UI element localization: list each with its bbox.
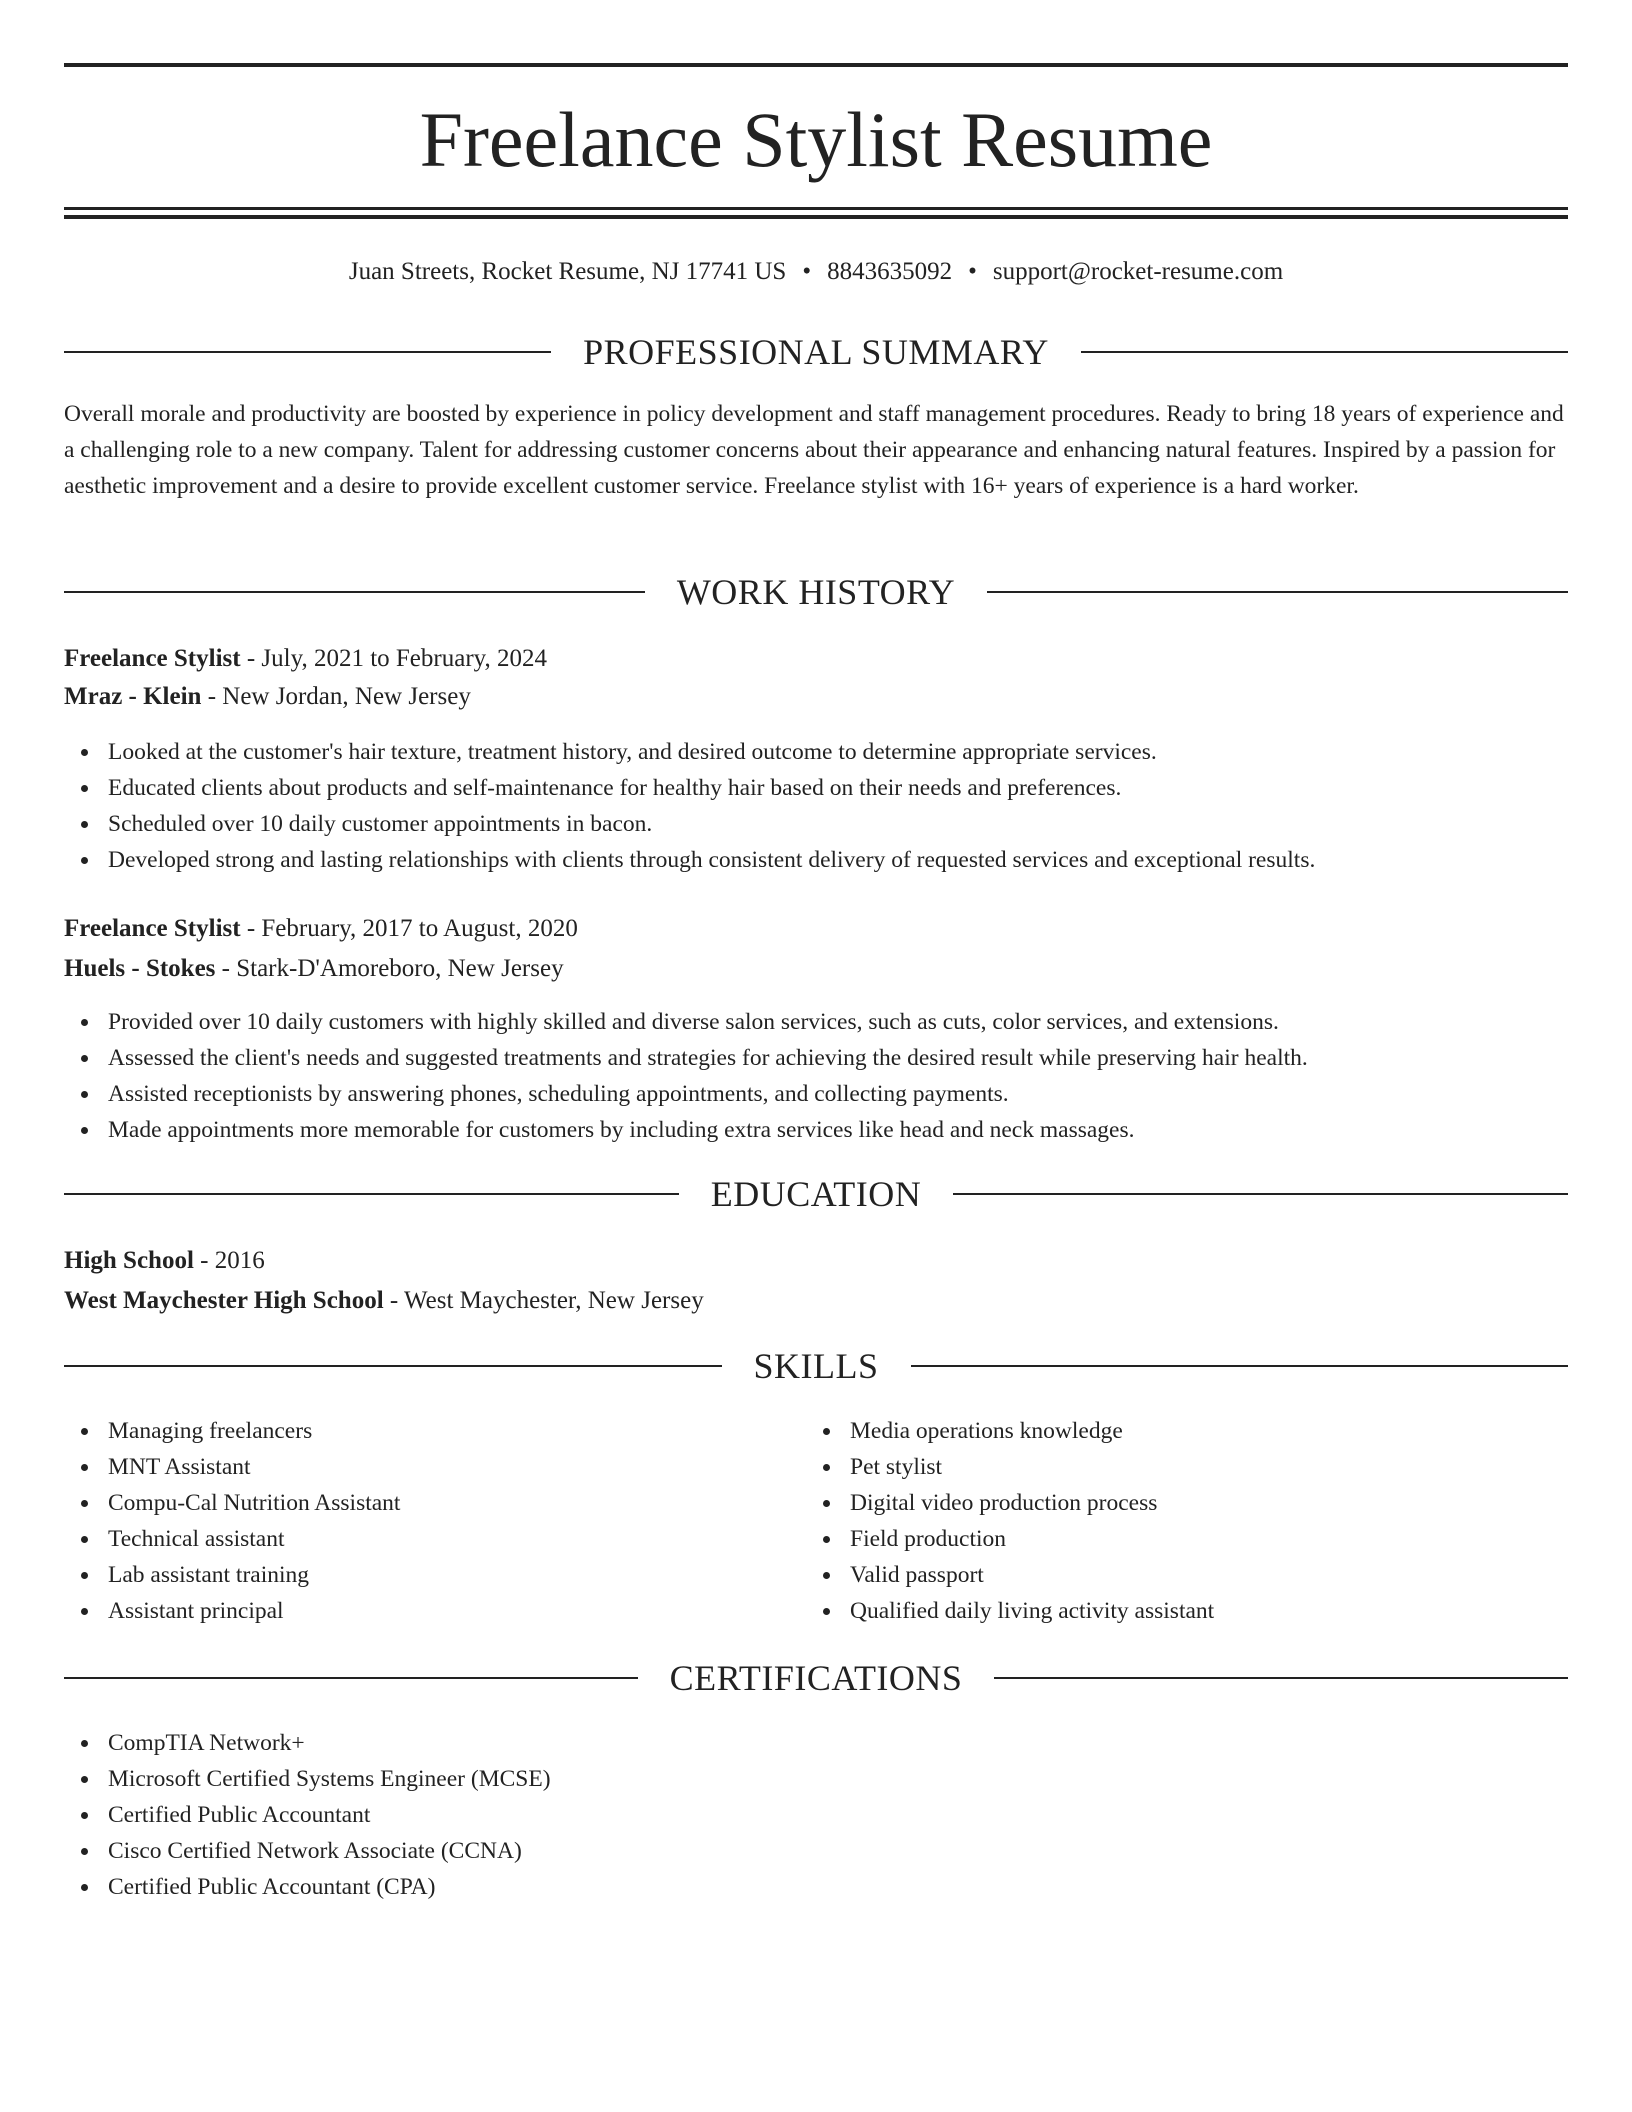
heading-rule-right bbox=[994, 1677, 1568, 1679]
list-item: Managing freelancers bbox=[64, 1413, 764, 1449]
contact-phone: 8843635092 bbox=[827, 258, 953, 285]
skills-list-right bbox=[806, 1413, 1568, 1629]
job-location: - New Jordan, New Jersey bbox=[201, 683, 471, 710]
job-bullets bbox=[64, 1004, 1568, 1148]
education-school: West Maychester High School bbox=[64, 1287, 384, 1314]
certifications-list bbox=[64, 1725, 1568, 1905]
heading-rule-right bbox=[1081, 351, 1568, 353]
list-item: Qualified daily living activity assistant bbox=[806, 1593, 1568, 1629]
list-item: Developed strong and lasting relationships with clients through consistent delivery of requested services and exceptional results. bbox=[64, 842, 1568, 878]
list-item: Lab assistant training bbox=[64, 1557, 764, 1593]
list-item: CompTIA Network+ bbox=[64, 1725, 1568, 1761]
section-heading-education bbox=[64, 1172, 1568, 1216]
job-title: Freelance Stylist bbox=[64, 915, 241, 942]
section-heading-skills bbox=[64, 1344, 1568, 1388]
contact-separator: • bbox=[968, 258, 977, 285]
job-company-line bbox=[64, 678, 1568, 716]
education-school-line bbox=[64, 1282, 1568, 1320]
job-title-line bbox=[64, 640, 1568, 678]
job-company-line bbox=[64, 950, 1568, 988]
list-item: Pet stylist bbox=[806, 1449, 1568, 1485]
title-rule-upper bbox=[64, 207, 1568, 210]
heading-rule-left bbox=[64, 1193, 679, 1195]
title-rule-lower bbox=[64, 215, 1568, 219]
section-title: PROFESSIONAL SUMMARY bbox=[583, 332, 1049, 372]
list-item: Certified Public Accountant bbox=[64, 1797, 1568, 1833]
list-item: Assessed the client's needs and suggested treatments and strategies for achieving the desired result while preserving hair health. bbox=[64, 1040, 1568, 1076]
job-location: - Stark-D'Amoreboro, New Jersey bbox=[215, 955, 564, 982]
list-item: Media operations knowledge bbox=[806, 1413, 1568, 1449]
list-item: Certified Public Accountant (CPA) bbox=[64, 1869, 1568, 1905]
list-item: Field production bbox=[806, 1521, 1568, 1557]
education-location: - West Maychester, New Jersey bbox=[383, 1287, 704, 1314]
job-title: Freelance Stylist bbox=[64, 645, 241, 672]
summary-text: Overall morale and productivity are boosted by experience in policy development and staff management procedures. Ready to bring 18 years of experience and a challenging role to a new company. Talent for addressing customer concerns about their appearance and enhancing natural features. Inspired by a passion for aesthetic improvement and a desire to provide excellent customer service. Freelance stylist with 16+ years of experience is a hard worker. bbox=[64, 401, 1564, 499]
job-bullets bbox=[64, 734, 1568, 878]
job-company: Huels - Stokes bbox=[64, 955, 216, 982]
section-heading-certifications bbox=[64, 1656, 1568, 1700]
section-title: EDUCATION bbox=[710, 1174, 922, 1214]
section-heading-work-history bbox=[64, 570, 1568, 614]
resume-title: Freelance Stylist Resume bbox=[419, 96, 1213, 183]
section-title: CERTIFICATIONS bbox=[669, 1658, 963, 1698]
contact-email: support@rocket-resume.com bbox=[992, 258, 1284, 285]
list-item: Valid passport bbox=[806, 1557, 1568, 1593]
list-item: Provided over 10 daily customers with highly skilled and diverse salon services, such as cuts, color services, and extensions. bbox=[64, 1004, 1568, 1040]
education-degree-line bbox=[64, 1242, 1568, 1280]
heading-rule-right bbox=[953, 1193, 1568, 1195]
heading-rule-left bbox=[64, 351, 551, 353]
list-item: Technical assistant bbox=[64, 1521, 764, 1557]
list-item: Microsoft Certified Systems Engineer (MCSE) bbox=[64, 1761, 1568, 1797]
section-title: WORK HISTORY bbox=[676, 572, 956, 612]
education-year: - 2016 bbox=[193, 1247, 265, 1274]
list-item: Cisco Certified Network Associate (CCNA) bbox=[64, 1833, 1568, 1869]
section-title: SKILLS bbox=[753, 1346, 879, 1386]
list-item: MNT Assistant bbox=[64, 1449, 764, 1485]
list-item: Made appointments more memorable for customers by including extra services like head and neck massages. bbox=[64, 1112, 1568, 1148]
job-dates: - February, 2017 to August, 2020 bbox=[240, 915, 578, 942]
list-item: Educated clients about products and self-maintenance for healthy hair based on their needs and preferences. bbox=[64, 770, 1568, 806]
list-item: Looked at the customer's hair texture, treatment history, and desired outcome to determine appropriate services. bbox=[64, 734, 1568, 770]
list-item: Compu-Cal Nutrition Assistant bbox=[64, 1485, 764, 1521]
heading-rule-left bbox=[64, 1677, 638, 1679]
job-dates: - July, 2021 to February, 2024 bbox=[240, 645, 548, 672]
contact-line bbox=[64, 254, 1568, 290]
heading-rule-right bbox=[987, 591, 1568, 593]
heading-rule-left bbox=[64, 591, 645, 593]
list-item: Assisted receptionists by answering phones, scheduling appointments, and collecting payments. bbox=[64, 1076, 1568, 1112]
list-item: Scheduled over 10 daily customer appointments in bacon. bbox=[64, 806, 1568, 842]
top-rule bbox=[64, 63, 1568, 67]
contact-separator: • bbox=[802, 258, 812, 285]
skills-list-left bbox=[64, 1413, 764, 1629]
heading-rule-right bbox=[911, 1365, 1569, 1367]
list-item: Digital video production process bbox=[806, 1485, 1568, 1521]
education-degree: High School bbox=[64, 1247, 194, 1274]
heading-rule-left bbox=[64, 1365, 722, 1367]
section-heading-summary bbox=[64, 330, 1568, 374]
job-title-line bbox=[64, 910, 1568, 948]
list-item: Assistant principal bbox=[64, 1593, 764, 1629]
job-company: Mraz - Klein bbox=[64, 683, 202, 710]
contact-address: Juan Streets, Rocket Resume, NJ 17741 US bbox=[348, 258, 787, 285]
